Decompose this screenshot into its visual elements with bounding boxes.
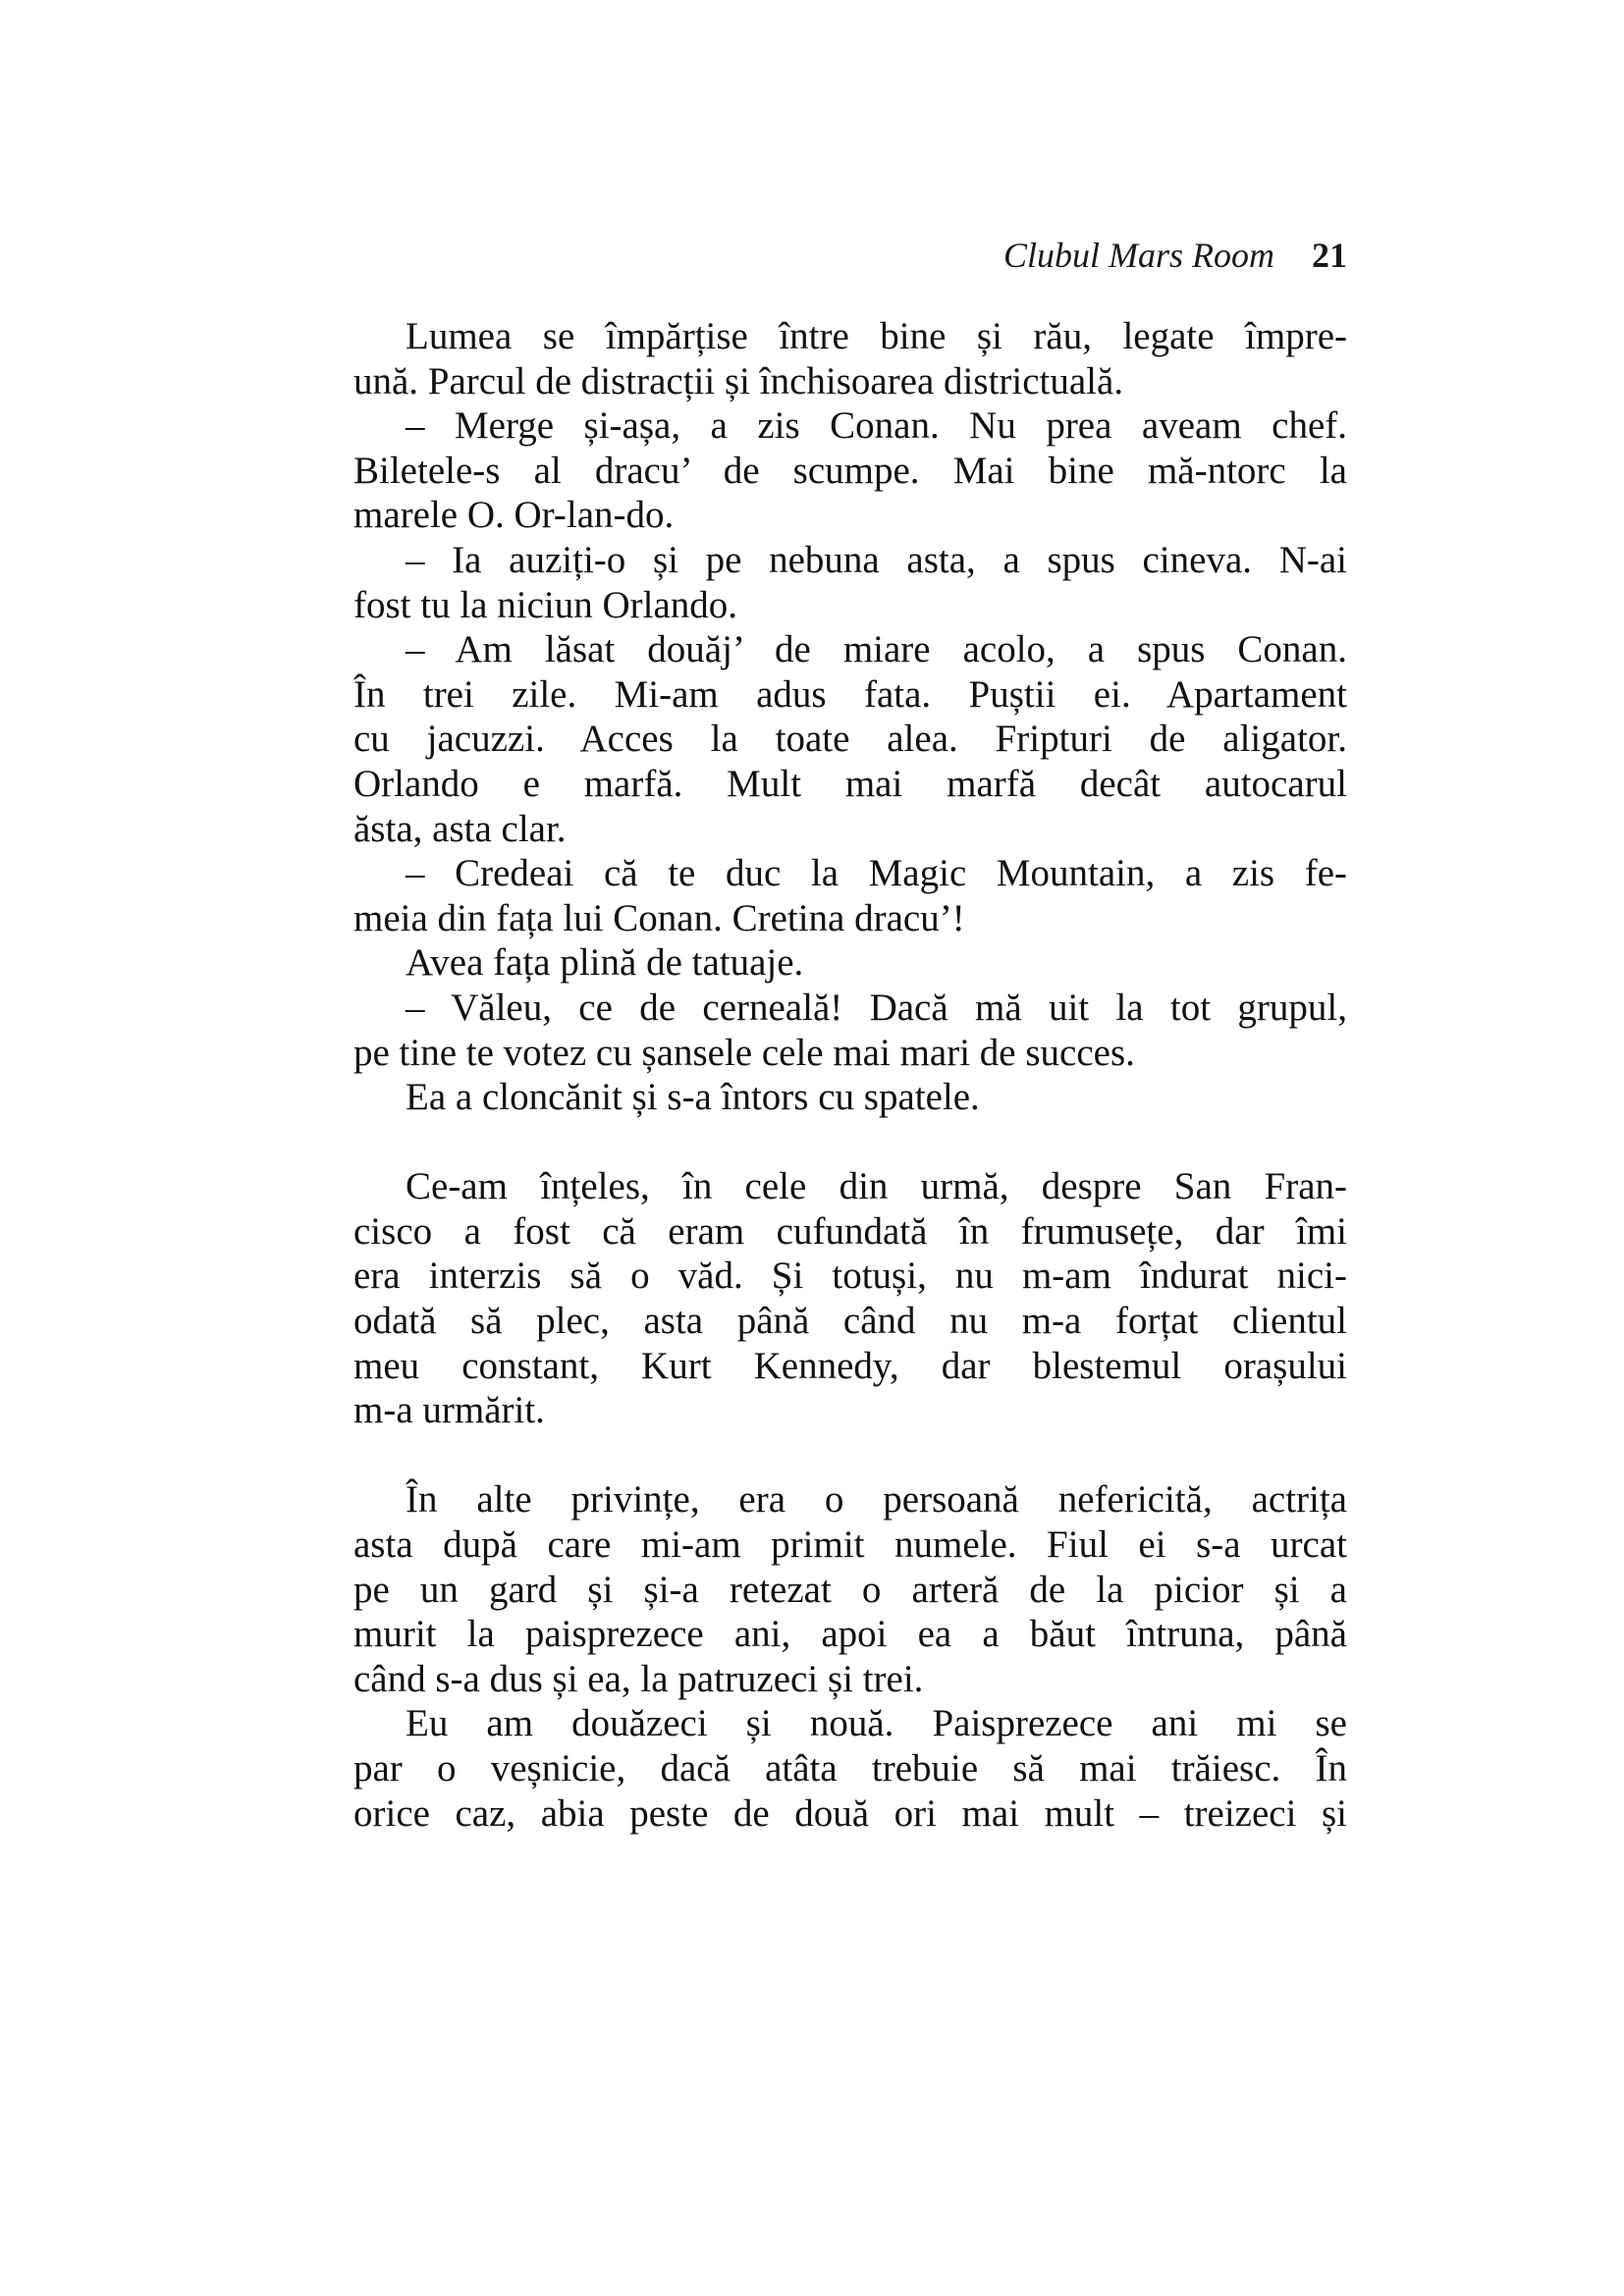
text-line: – Văleu, ce de cerneală! Dacă mă uit la tot grupul, <box>406 986 1347 1029</box>
text-line: fost tu la niciun Orlando. <box>353 583 738 626</box>
text-line: – Merge și-așa, a zis Conan. Nu prea aveam chef. <box>406 404 1347 448</box>
text-line: orice caz, abia peste de două ori mai mult – treizeci și <box>353 1791 1347 1835</box>
text-line: – Ia auziți-o și pe nebuna asta, a spus cineva. N-ai <box>406 538 1347 581</box>
text-line: Orlando e marfă. Mult mai marfă decât autocarul <box>353 762 1347 805</box>
text-line: era interzis să o văd. Și totuși, nu m-am îndurat nici- <box>353 1255 1347 1298</box>
paragraph-break <box>353 1120 1347 1165</box>
text-line: ună. Parcul de distracții și închisoarea districtuală. <box>353 359 1124 402</box>
text-line: Lumea se împărțise între bine și rău, legate împre- <box>406 315 1347 357</box>
text-line: – Am lăsat douăj’ de miare acolo, a spus Conan. <box>406 628 1347 671</box>
text-line: Ce-am înțeles, în cele din urmă, despre San Fran- <box>406 1165 1347 1208</box>
text-line: cisco a fost că eram cufundată în frumusețe, dar îmi <box>353 1209 1347 1253</box>
text-line: ăsta, asta clar. <box>353 807 567 850</box>
text-line: marele O. Or-lan-do. <box>353 494 675 537</box>
text-line: meu constant, Kurt Kennedy, dar blestemul orașului <box>353 1344 1347 1387</box>
book-title: Clubul Mars Room <box>1002 236 1274 275</box>
text-line: În alte privințe, era o persoană nefericită, actrița <box>406 1478 1347 1522</box>
text-line: Biletele-s al dracu’ de scumpe. Mai bine mă-ntorc la <box>353 449 1347 492</box>
text-line: odată să plec, asta până când nu m-a forțat clientul <box>353 1300 1347 1343</box>
paragraph-break <box>353 1433 1347 1478</box>
text-line: par o veșnicie, dacă atâta trebuie să mai trăiesc. În <box>353 1747 1347 1789</box>
text-line: Avea fața plină de tatuaje. <box>406 941 804 985</box>
text-line: Eu am douăzeci și nouă. Paisprezece ani mi se <box>406 1702 1347 1745</box>
text-line: Ea a cloncănit și s-a întors cu spatele. <box>406 1076 980 1119</box>
text-line: pe un gard și și-a retezat o arteră de la picior și a <box>353 1568 1347 1611</box>
text-line: În trei zile. Mi-am adus fata. Puștii ei. Apartament <box>353 672 1347 716</box>
text-line: cu jacuzzi. Acces la toate alea. Fripturi de aligator. <box>353 718 1347 761</box>
page-number: 21 <box>1312 236 1347 275</box>
text-line: când s-a dus și ea, la patruzeci și trei. <box>353 1657 924 1700</box>
body-text <box>353 314 1347 1836</box>
text-line: – Credeai că te duc la Magic Mountain, a zis fe- <box>406 852 1347 895</box>
running-head <box>353 234 1347 277</box>
text-line: meia din fața lui Conan. Cretina dracu’! <box>353 896 965 939</box>
text-line: m-a urmărit. <box>353 1389 545 1432</box>
text-line: murit la paisprezece ani, apoi ea a băut întruna, până <box>353 1613 1347 1656</box>
text-line: asta după care mi-am primit numele. Fiul ei s-a urcat <box>353 1523 1347 1567</box>
text-line: pe tine te votez cu șansele cele mai mari de succes. <box>353 1031 1135 1074</box>
